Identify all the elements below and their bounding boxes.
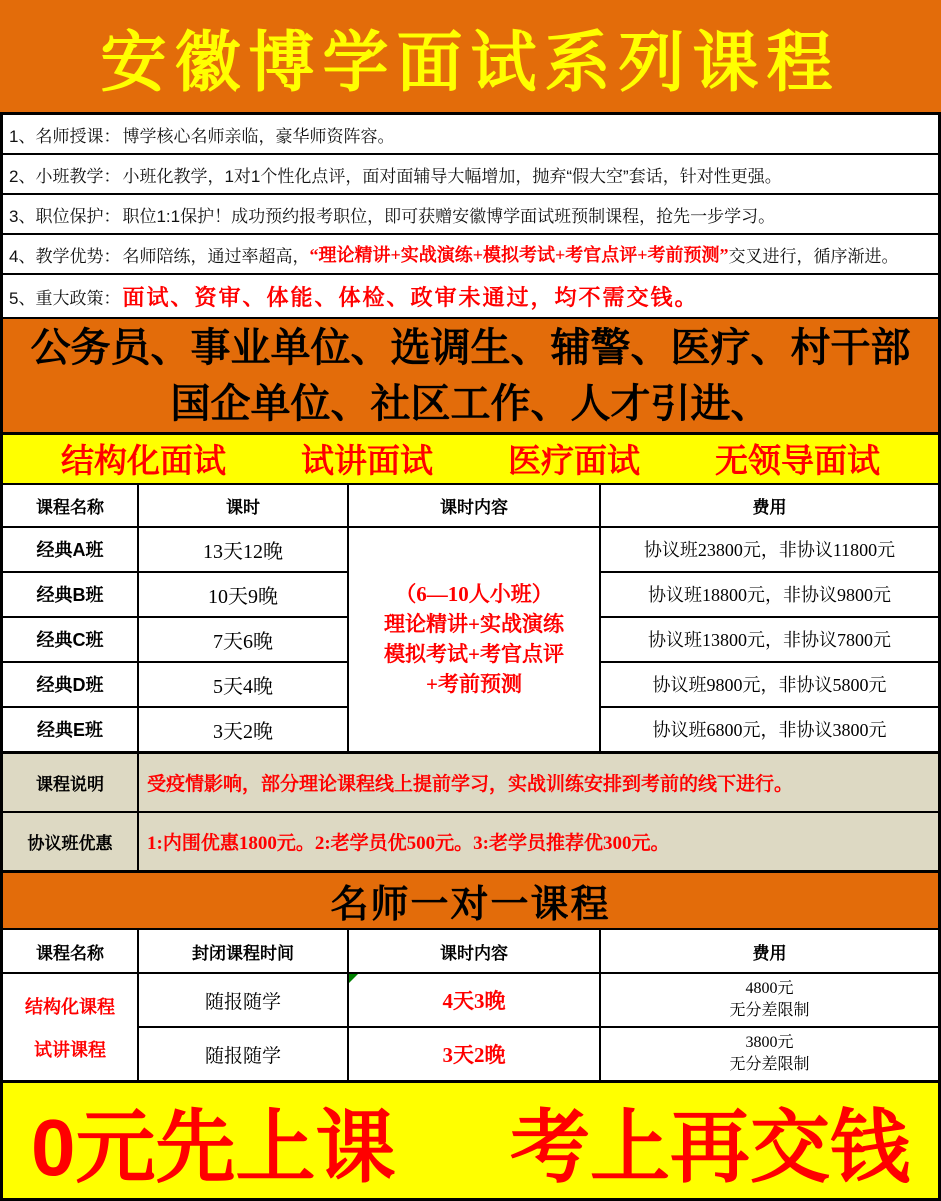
fee-line: 无分差限制 xyxy=(729,1002,810,1019)
course-table xyxy=(0,485,941,754)
note-label: 协议班优惠 xyxy=(3,813,137,870)
interview-type: 结构化面试 xyxy=(61,442,226,480)
course-name: 经典C班 xyxy=(3,618,137,661)
course-content xyxy=(349,974,599,1026)
feature-label: 2、小班教学： xyxy=(9,166,121,186)
header-banner xyxy=(0,0,941,115)
column-header: 课时 xyxy=(139,485,347,526)
course-fee xyxy=(601,974,938,1026)
column-header: 费用 xyxy=(601,930,938,972)
feature-row-3 xyxy=(3,195,938,235)
one-on-one-title: 名师一对一课程 xyxy=(330,883,611,926)
cell-comment-marker-icon xyxy=(349,974,358,983)
footer-banner xyxy=(0,1083,941,1201)
page-title: 安徽博学面试系列课程 xyxy=(100,26,841,100)
interview-type: 无领导面试 xyxy=(715,442,880,480)
course-duration: 13天12晚 xyxy=(139,528,347,571)
interview-types-bar xyxy=(0,435,941,485)
feature-list xyxy=(0,115,941,319)
course-name: 经典A班 xyxy=(3,528,137,571)
column-header: 费用 xyxy=(601,485,938,526)
course-fee: 协议班13800元，非协议7800元 xyxy=(601,618,938,661)
course-fee: 协议班23800元，非协议11800元 xyxy=(601,528,938,571)
content-line: 模拟考试+考官点评 xyxy=(384,642,564,667)
feature-text: 小班化教学，1对1个性化点评，面对面辅导大幅增加，抛弃“假大空”套话，针对性更强。 xyxy=(122,166,782,186)
course-content-text: 3天2晚 xyxy=(442,1043,506,1067)
note-text: 受疫情影响，部分理论课程线上提前学习，实战训练安排到考前的线下进行。 xyxy=(139,754,938,811)
course-duration: 10天9晚 xyxy=(139,573,347,616)
interview-type: 试讲面试 xyxy=(301,442,433,480)
content-line: 理论精讲+实战演练 xyxy=(384,612,564,637)
footer-slogan-right: 考上再交钱 xyxy=(510,1103,910,1192)
course-fee xyxy=(601,1028,938,1080)
note-text: 1:内围优惠1800元。2:老学员优500元。3:老学员推荐优300元。 xyxy=(139,813,938,870)
note-label: 课程说明 xyxy=(3,754,137,811)
column-header: 课程名称 xyxy=(3,485,137,526)
feature-highlight: 面试、资审、体能、体检、政审未通过，均不需交钱。 xyxy=(122,284,699,310)
audience-line-1: 公务员、事业单位、选调生、辅警、医疗、村干部 xyxy=(30,325,911,370)
audience-line-2: 国企单位、社区工作、人才引进、 xyxy=(170,381,771,426)
course-duration: 7天6晚 xyxy=(139,618,347,661)
feature-text: 博学核心名师亲临，豪华师资阵容。 xyxy=(122,126,395,146)
feature-label: 1、名师授课： xyxy=(9,126,121,146)
notes-section xyxy=(0,754,941,873)
course-content-text: 4天3晚 xyxy=(442,989,506,1013)
course-fee: 协议班18800元，非协议9800元 xyxy=(601,573,938,616)
feature-highlight: “理论精讲+实战演练+模拟考试+考官点评+考前预测” xyxy=(309,245,729,266)
fee-line: 4800元 xyxy=(745,980,794,997)
audience-banner xyxy=(0,319,941,434)
content-line: （6—10人小班） xyxy=(395,582,553,607)
column-header: 课时内容 xyxy=(349,485,599,526)
course-duration: 5天4晚 xyxy=(139,663,347,706)
course-name: 试讲课程 xyxy=(34,1039,106,1060)
course-name: 经典D班 xyxy=(3,663,137,706)
feature-row-4 xyxy=(3,235,938,275)
course-time: 随报随学 xyxy=(139,1028,347,1080)
course-time: 随报随学 xyxy=(139,974,347,1026)
interview-type: 医疗面试 xyxy=(508,442,640,480)
one-on-one-course-names xyxy=(3,974,137,1080)
feature-row-2 xyxy=(3,155,938,195)
feature-row-1 xyxy=(3,115,938,155)
course-name: 结构化课程 xyxy=(25,996,115,1017)
course-name: 经典B班 xyxy=(3,573,137,616)
column-header: 封闭课程时间 xyxy=(139,930,347,972)
feature-label: 5、重大政策： xyxy=(9,288,121,308)
footer-slogan-left: 0元先上课 xyxy=(31,1103,396,1192)
one-on-one-table xyxy=(0,930,941,1083)
content-line: +考前预测 xyxy=(426,672,522,697)
course-fee: 协议班9800元，非协议5800元 xyxy=(601,663,938,706)
one-on-one-banner xyxy=(0,873,941,930)
column-header: 课程名称 xyxy=(3,930,137,972)
course-fee: 协议班6800元，非协议3800元 xyxy=(601,708,938,751)
feature-text: 名师陪练，通过率超高， xyxy=(122,246,310,266)
course-name: 经典E班 xyxy=(3,708,137,751)
fee-line: 3800元 xyxy=(745,1034,794,1051)
course-content-merged-cell xyxy=(349,528,599,751)
course-content xyxy=(349,1028,599,1080)
fee-line: 无分差限制 xyxy=(729,1056,810,1073)
course-duration: 3天2晚 xyxy=(139,708,347,751)
feature-text: 职位1:1保护！成功预约报考职位，即可获赠安徽博学面试班预制课程，抢先一步学习。 xyxy=(122,206,776,226)
column-header: 课时内容 xyxy=(349,930,599,972)
feature-text: 交叉进行，循序渐进。 xyxy=(728,246,899,266)
feature-label: 3、职位保护： xyxy=(9,206,121,226)
feature-label: 4、教学优势： xyxy=(9,246,121,266)
feature-row-5 xyxy=(3,275,938,319)
